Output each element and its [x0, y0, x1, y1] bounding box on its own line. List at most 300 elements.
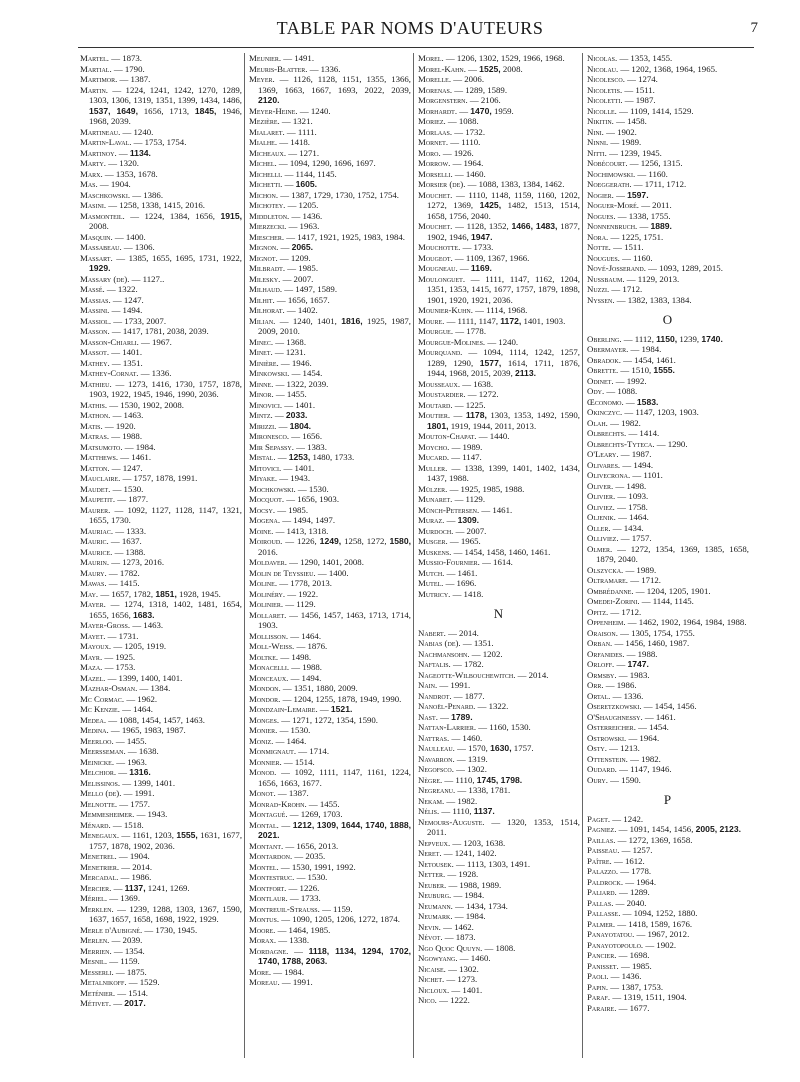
author-name: Musger.: [418, 536, 448, 546]
index-entry: [418, 764, 580, 775]
page-refs: — 1112,: [623, 333, 657, 344]
page-refs: — 1460.: [451, 732, 483, 743]
page-refs: — 1988.: [626, 648, 658, 659]
page-refs: — 1226,: [285, 536, 320, 546]
author-name: Panayotopoulo.: [587, 939, 644, 950]
page-refs: — 1088, 1454, 1457, 1463.: [108, 714, 205, 725]
index-entry: [418, 557, 580, 568]
page-refs: — 1302.: [448, 963, 479, 974]
page-refs: — 2035.: [294, 851, 326, 861]
page-refs: — 1272, 1369, 1658.: [617, 834, 693, 845]
index-entry: [80, 410, 242, 421]
index-entry: [587, 127, 749, 138]
author-name: Okinczyc.: [587, 407, 623, 417]
page-refs: — 1319, 1511, 1904.: [612, 992, 687, 1002]
index-entry: [249, 368, 411, 379]
page-refs: — 1712.: [610, 606, 642, 617]
author-name: Mordagne.: [249, 945, 289, 956]
index-entry: [249, 284, 411, 295]
page-refs: 1239,: [677, 333, 702, 344]
author-name: Miyake.: [249, 473, 278, 483]
index-entry: [587, 481, 749, 492]
index-entry: [418, 95, 580, 106]
author-name: Massé.: [80, 284, 105, 294]
author-name: Monmignaut.: [249, 746, 297, 756]
page-refs: — 1904.: [99, 179, 131, 189]
index-entry: [587, 733, 749, 744]
index-entry: [80, 778, 242, 789]
index-entry: [418, 754, 580, 765]
author-name: Mogena.: [249, 515, 281, 525]
author-name: Meerloo.: [80, 735, 114, 746]
index-entry: [80, 851, 242, 862]
author-name: Mucard.: [418, 452, 450, 462]
index-entry: [418, 410, 580, 431]
page-ref-bold: 1555.: [653, 365, 675, 375]
page-refs: — 1289.: [618, 887, 650, 897]
index-entry: [80, 704, 242, 715]
index-entry: [587, 607, 749, 618]
page-refs: 1303, 1353, 1492, 1590,: [486, 410, 580, 420]
page-refs: — 1530.: [297, 483, 329, 494]
page-refs: — 1518.: [112, 819, 144, 830]
author-name: Panayotatou.: [587, 929, 635, 939]
index-entry: [249, 652, 411, 663]
page-refs: — 1240.: [122, 126, 154, 137]
author-name: Memmesheimer.: [80, 809, 135, 819]
index-entry: [587, 659, 749, 670]
page-refs: — 1733.: [462, 242, 494, 252]
index-entry: [587, 460, 749, 471]
page-refs: 1401, 1903.: [521, 315, 566, 326]
page-refs: — 1458.: [616, 116, 647, 126]
page-refs: — 1987.: [624, 95, 656, 105]
index-entry: [80, 568, 242, 579]
page-refs: — 1511.: [613, 242, 644, 252]
index-entry: [418, 775, 580, 786]
author-name: Middleton.: [249, 210, 290, 221]
page-refs: — 1989.: [610, 137, 642, 147]
page-refs: — 1462.: [443, 921, 474, 932]
page-refs: — 1204, 1255, 1878, 1949, 1990.: [282, 693, 402, 704]
index-entry: [80, 641, 242, 652]
page-refs: — 1418, 1589, 1676.: [617, 918, 693, 929]
page-refs: 2008.: [89, 221, 109, 231]
page-refs: — 1093.: [617, 491, 649, 501]
author-name: Monceaux.: [249, 672, 289, 683]
index-entry: [249, 610, 411, 631]
page-refs: — 1161, 1203,: [121, 830, 177, 840]
index-entry: [249, 631, 411, 642]
page-refs: — 1160, 1530.: [478, 722, 531, 732]
index-entry: [249, 127, 411, 138]
index-entry: [249, 179, 411, 190]
index-entry: [418, 628, 580, 639]
index-entry: [587, 680, 749, 691]
index-entry: [418, 116, 580, 127]
index-entry: [249, 232, 411, 243]
index-entry: [249, 820, 411, 841]
author-name: Masquin.: [80, 231, 113, 242]
page-refs: — 1206, 1302, 1529, 1966, 1968.: [445, 53, 565, 63]
author-name: Mussio-Fournier.: [418, 557, 480, 567]
page-refs: — 1383.: [296, 441, 327, 452]
page-refs: — 1920.: [104, 420, 136, 431]
page-refs: — 1094, 1114, 1242, 1257, 1289, 1290,: [427, 347, 580, 368]
author-name: Morgenstern.: [418, 95, 468, 105]
author-name: Mirizzi.: [249, 420, 277, 431]
author-name: Nekam.: [418, 795, 445, 806]
page-refs: — 1983.: [618, 669, 650, 680]
author-name: Nègre.: [418, 774, 443, 785]
page-refs: — 1982.: [610, 417, 641, 428]
author-name: Mülzer.: [418, 483, 448, 494]
page-refs: — 1988, 1989.: [448, 879, 502, 890]
page-refs: — 1399, 1401.: [122, 777, 176, 788]
index-entry: [249, 494, 411, 505]
index-entry: [418, 494, 580, 505]
author-name: Massiol.: [80, 315, 112, 326]
page-refs: — 1638.: [127, 746, 159, 756]
index-entry: [249, 746, 411, 757]
index-entry: [249, 463, 411, 474]
page-refs: — 1530, 1902, 2008.: [109, 399, 185, 410]
author-name: Muraz.: [418, 515, 445, 525]
index-entry: [418, 943, 580, 954]
page-refs: — 1904.: [118, 851, 150, 861]
index-entry: [80, 725, 242, 736]
author-name: Mazhar-Osman.: [80, 683, 138, 693]
page-refs: — 1460.: [454, 168, 486, 179]
index-entry: [80, 673, 242, 684]
page-refs: — 1114, 1968.: [475, 305, 528, 315]
page-ref-bold: 2065.: [291, 242, 314, 252]
author-name: Montus.: [249, 914, 280, 924]
author-name: Massary (de).: [80, 273, 130, 284]
page-refs: —: [274, 410, 286, 420]
author-name: Mathey.: [80, 357, 110, 368]
index-entry: [587, 722, 749, 733]
index-entry: [587, 169, 749, 180]
page-refs: — 1147, 1203, 1903.: [624, 407, 699, 417]
page-refs: — 1461.: [446, 567, 478, 578]
index-entry: [587, 775, 749, 786]
page-refs: — 1875.: [115, 966, 147, 977]
author-name: Mc Kenzie.: [80, 704, 120, 714]
index-entry: [587, 407, 749, 418]
index-entry: [587, 190, 749, 201]
page-refs: — 1612.: [613, 855, 645, 866]
author-name: Netousek.: [418, 858, 454, 869]
author-name: Nini.: [587, 126, 604, 137]
index-entry: [80, 694, 242, 705]
author-name: Orfanides.: [587, 648, 625, 659]
page-refs: — 1418.: [279, 137, 311, 147]
index-entry: [80, 956, 242, 967]
page-ref-bold: 1740.: [701, 333, 723, 344]
page-refs: — 1733, 2007.: [113, 315, 167, 326]
author-name: Messerli.: [80, 966, 114, 977]
page-ref-bold: 1466, 1483,: [511, 221, 558, 231]
index-entry: [249, 904, 411, 915]
page-refs: — 1322, 2039.: [275, 378, 329, 389]
page-ref-bold: 1745, 1798.: [476, 774, 523, 785]
index-entry: [587, 628, 749, 639]
page-refs: — 1101.: [632, 470, 663, 480]
page-ref-bold: 1425,: [479, 200, 502, 210]
index-entry: [80, 64, 242, 75]
page-refs: — 1462, 1902, 1964, 1984, 1988.: [627, 617, 747, 627]
author-name: Ostrowski.: [587, 732, 627, 743]
page-refs: — 1322.: [106, 284, 138, 294]
author-name: Mougneau.: [418, 263, 458, 273]
author-name: Medina.: [80, 725, 109, 735]
page-refs: 1480, 1733.: [310, 452, 355, 462]
page-refs: — 1790.: [113, 63, 145, 74]
author-name: Pallas.: [587, 897, 614, 908]
index-entry: [587, 523, 749, 534]
author-name: Mollaret.: [249, 609, 287, 620]
page-refs: — 1240, 1401,: [279, 315, 342, 326]
index-entry: [80, 53, 242, 64]
author-name: Paillas.: [587, 834, 616, 845]
page-refs: — 1213.: [609, 743, 640, 753]
index-entry: [249, 599, 411, 610]
index-entry: [80, 809, 242, 820]
page-ref-bold: 1309.: [457, 515, 480, 525]
page-refs: — 1967, 2012.: [636, 929, 690, 939]
page-refs: — 1637.: [110, 536, 142, 546]
author-name: Olivecrona.: [587, 470, 631, 480]
index-entry: [587, 950, 749, 961]
section-letter-heading: N: [493, 606, 505, 621]
index-entry: [418, 785, 580, 796]
index-entry: [418, 932, 580, 943]
index-entry: [80, 295, 242, 306]
index-entry: [418, 974, 580, 985]
page-refs: — 1382, 1383, 1384.: [616, 294, 692, 305]
page-refs: — 1225.: [454, 399, 486, 410]
author-name: Martinoy.: [80, 147, 117, 158]
author-name: Ngo Quoc Quuyn.: [418, 942, 483, 953]
index-entry: [587, 533, 749, 544]
author-name: Nabias (de).: [418, 638, 461, 648]
index-entry: [418, 431, 580, 442]
header-rule: [78, 47, 754, 48]
index-entry: [418, 649, 580, 660]
page-refs: —: [280, 242, 292, 252]
index-entry: [587, 982, 749, 993]
page-refs: — 1247.: [112, 294, 144, 305]
page-refs: — 1273.: [446, 974, 478, 984]
page-refs: — 1778.: [455, 326, 487, 336]
author-name: More.: [249, 966, 272, 977]
page-refs: —: [113, 882, 125, 893]
author-name: Oberling.: [587, 333, 622, 344]
author-name: Mir Sepassy.: [249, 441, 294, 452]
author-name: Martimor.: [80, 74, 118, 84]
index-entry: [249, 242, 411, 253]
page-ref-bold: 1137,: [124, 882, 146, 893]
page-ref-bold: 1789.: [451, 711, 473, 722]
page-refs: — 1289, 1589.: [454, 84, 508, 95]
index-entry: [249, 316, 411, 337]
index-entry: [587, 284, 749, 295]
page-refs: — 1241, 1402.: [443, 848, 497, 858]
page-refs: — 1205, 1919.: [113, 641, 167, 651]
index-entry: [80, 347, 242, 358]
index-entry: [249, 883, 411, 894]
index-entry: [587, 200, 749, 211]
page-ref-bold: 1521.: [330, 704, 353, 714]
page-refs: 1631, 1677, 1757, 1878, 1902, 2036.: [89, 830, 242, 851]
page-refs: — 1590.: [610, 774, 641, 785]
author-name: Nepveux.: [418, 837, 451, 848]
author-name: Oraison.: [587, 627, 618, 638]
index-entry: [80, 190, 242, 201]
page-refs: — 1964.: [625, 876, 657, 887]
page-refs: — 1257.: [621, 845, 653, 855]
author-name: Nicoletis.: [587, 84, 623, 95]
page-refs: — 1967.: [141, 336, 172, 347]
author-name: Mauriac.: [80, 525, 114, 536]
author-name: Paraf.: [587, 992, 611, 1002]
index-entry: [249, 295, 411, 306]
author-name: Mayoux.: [80, 641, 112, 651]
page-refs: — 1463.: [132, 620, 164, 630]
index-entry: [587, 971, 749, 982]
author-name: Maschkowski.: [80, 189, 131, 200]
index-entry: [80, 589, 242, 600]
index-entry: [587, 764, 749, 775]
page-refs: — 1351, 1880, 2009.: [282, 683, 358, 693]
author-name: Morsier (de).: [418, 179, 466, 189]
page-refs: — 1240.: [487, 336, 519, 347]
page-refs: — 1984.: [124, 441, 156, 452]
author-name: Massias.: [80, 294, 111, 305]
page-refs: —: [453, 410, 466, 420]
page-refs: — 1247.: [111, 462, 143, 473]
page-refs: — 1127..: [131, 273, 165, 284]
author-name: Nicolau.: [587, 63, 619, 74]
author-name: Mathon.: [80, 410, 111, 420]
index-entry: [249, 379, 411, 390]
author-name: Monnier.: [249, 756, 282, 767]
author-name: Moll-Weiss.: [249, 641, 295, 651]
page-refs: — 2011.: [641, 200, 672, 210]
author-name: Meunier.: [249, 53, 282, 63]
page-refs: 1946, 1968, 2039.: [89, 105, 242, 126]
page-refs: — 1436.: [610, 971, 642, 981]
index-entry: [80, 316, 242, 327]
index-entry: [587, 1003, 749, 1014]
author-name: Morax.: [249, 935, 277, 945]
index-entry: [587, 575, 749, 586]
page-refs: — 1128, 1352,: [455, 221, 512, 231]
index-entry: [418, 901, 580, 912]
author-name: Masini.: [80, 200, 107, 210]
index-entry: [80, 736, 242, 747]
page-refs: — 1570,: [457, 743, 491, 753]
page-refs: — 1222.: [439, 995, 470, 1005]
page-ref-bold: 1470,: [470, 105, 492, 116]
page-refs: — 1530.: [279, 725, 311, 735]
page-refs: — 1464.: [618, 512, 649, 522]
page-refs: — 1514.: [117, 987, 149, 998]
index-entry: [418, 733, 580, 744]
page-refs: — 1964.: [452, 158, 484, 168]
index-entry: [249, 442, 411, 453]
author-name: Mouchotte.: [418, 242, 461, 252]
author-name: Mouton-Chapat.: [418, 431, 477, 441]
index-entry: [418, 806, 580, 817]
index-entry: [587, 617, 749, 628]
index-entry: [80, 484, 242, 495]
author-name: Nicaise.: [418, 963, 446, 974]
page-refs: — 1677.: [618, 1002, 650, 1013]
page-refs: — 1753, 1754.: [133, 137, 187, 147]
index-entry: [249, 725, 411, 736]
page-refs: — 1732.: [454, 126, 486, 137]
author-name: Mierzecki.: [249, 221, 287, 231]
index-entry: [587, 334, 749, 345]
index-entry: [249, 106, 411, 117]
author-name: Montant.: [249, 840, 284, 851]
author-name: Micheaux.: [249, 147, 287, 158]
page-refs: — 1731.: [107, 630, 139, 641]
page-refs: — 1290.: [656, 438, 688, 449]
page-ref-bold: 1537, 1649,: [89, 105, 138, 116]
index-entry: [249, 788, 411, 799]
author-name: Nogier.: [587, 189, 614, 200]
page-refs: —: [616, 659, 628, 669]
author-name: Ménard.: [80, 819, 111, 830]
page-refs: — 1126, 1128, 1151, 1355, 1366, 1369, 1663, 1667, 1693, 2022, 2039,: [258, 74, 411, 95]
page-refs: — 1511.: [624, 84, 655, 95]
author-name: Olivier.: [587, 491, 616, 501]
page-refs: — 1147.: [451, 452, 482, 462]
page-refs: — 1413, 1318.: [275, 525, 329, 536]
author-name: Nuzzi.: [587, 284, 610, 294]
index-entry: [418, 484, 580, 495]
author-name: Meténier.: [80, 987, 116, 998]
page-ref-bold: 1583.: [636, 396, 659, 407]
author-name: Nitti.: [587, 147, 607, 158]
page-ref-bold: 1316.: [129, 767, 151, 777]
index-entry: [80, 547, 242, 558]
index-entry: [249, 841, 411, 852]
page-ref-bold: 1178,: [465, 410, 487, 420]
author-name: Monot.: [249, 788, 276, 798]
index-entry: [80, 274, 242, 285]
index-entry: [418, 890, 580, 901]
author-name: Merrien.: [80, 945, 112, 956]
author-name: Mazel.: [80, 672, 106, 683]
author-name: Nélis.: [418, 806, 440, 816]
index-entry: [80, 452, 242, 463]
page-refs: — 1455.: [308, 798, 340, 809]
author-name: Monod.: [249, 767, 277, 777]
index-entry: [587, 470, 749, 481]
author-name: Matsumoto.: [80, 441, 123, 452]
author-name: Monier.: [249, 725, 278, 735]
author-name: Nattan-Larrier.: [418, 722, 477, 732]
author-name: Muskens.: [418, 546, 452, 557]
author-name: Matton.: [80, 462, 110, 473]
author-name: Moldaver.: [249, 557, 287, 567]
page-ref-bold: 1747.: [627, 659, 649, 669]
index-entry: [587, 743, 749, 754]
